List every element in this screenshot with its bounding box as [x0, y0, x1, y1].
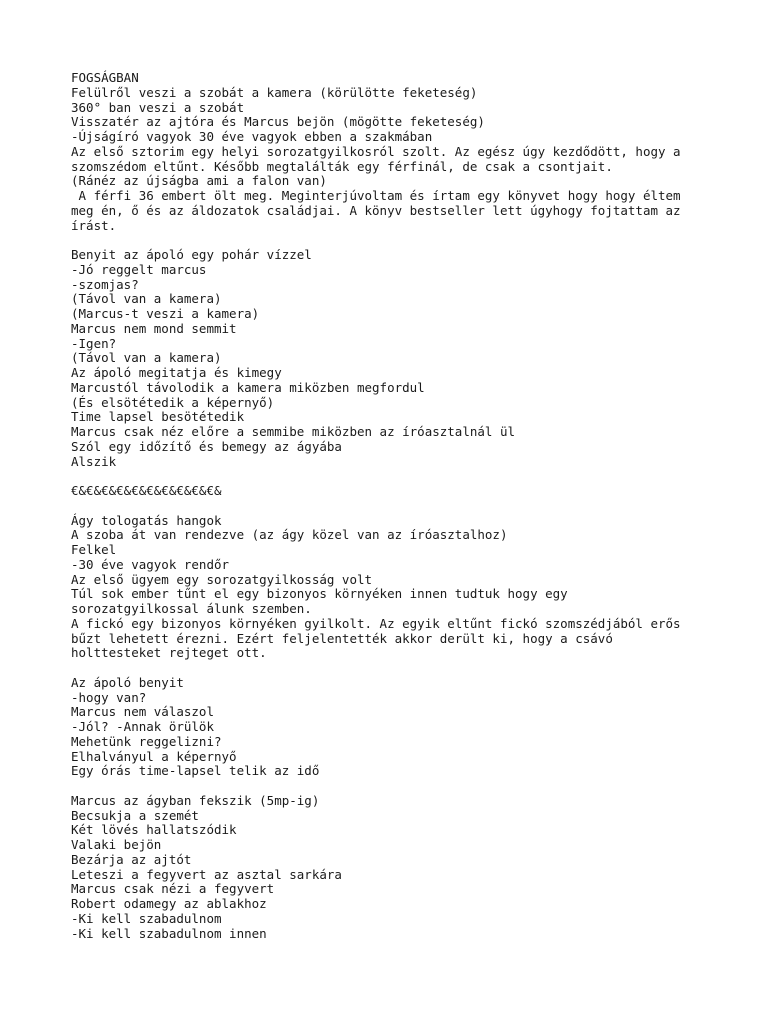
text-line: írást.	[71, 217, 117, 233]
text-line: Becsukja a szemét	[71, 807, 199, 823]
text-line: meg én, ő és az áldozatok családjai. A könyv bestseller lett úgyhogy fojtattam az	[71, 202, 681, 218]
text-line: (És elsötétedik a képernyő)	[71, 394, 275, 410]
text-line: (Ránéz az újságba ami a falon van)	[71, 173, 327, 189]
text-line: -Jó reggelt marcus	[71, 261, 207, 277]
text-line: -Ki kell szabadulnom innen	[71, 925, 267, 941]
text-line: A férfi 36 embert ölt meg. Meginterjúvoltam és írtam egy könyvet hogy hogy éltem	[71, 188, 681, 203]
text-line: Az ápoló megitatja és kimegy	[71, 365, 282, 380]
text-line: Visszatér az ajtóra és Marcus bejön (mögötte feketeség)	[71, 114, 485, 130]
text-line: Túl sok ember tűnt el egy bizonyos környéken innen tudtuk hogy egy	[71, 586, 568, 602]
text-line: szomszédom eltűnt. Később megtalálták egy férfinál, de csak a csontjait.	[71, 158, 613, 174]
text-line: A fickó egy bizonyos környéken gyilkolt. Az egyik eltűnt fickó szomszédjából erős	[71, 615, 681, 631]
text-line: Szól egy időzítő és bemegy az ágyába	[71, 438, 342, 454]
document-title: FOGSÁGBAN	[71, 70, 139, 85]
text-line: €&€&€&€&€&€&€&€&€&€&	[71, 483, 222, 498]
document-page	[71, 71, 731, 941]
text-line: Alszik	[71, 453, 117, 469]
text-line: Marcus csak nézi a fegyvert	[71, 881, 275, 897]
text-line: 360° ban veszi a szobát	[71, 99, 245, 115]
text-line: Marcus az ágyban fekszik (5mp-ig)	[71, 792, 320, 808]
text-line: Az ápoló benyit	[71, 674, 184, 690]
blank-line	[71, 779, 731, 794]
text-line: -hogy van?	[71, 689, 147, 705]
text-line: -Újságíró vagyok 30 éve vagyok ebben a szakmában	[71, 129, 433, 144]
text-line: Leteszi a fegyvert az asztal sarkára	[71, 866, 342, 882]
text-line: Ágy tologatás hangok	[71, 512, 222, 528]
text-line: Marcustól távolodik a kamera miközben megfordul	[71, 379, 425, 395]
text-line: Robert odamegy az ablakhoz	[71, 896, 267, 911]
text-line: -Ki kell szabadulnom	[71, 910, 222, 926]
text-line: Felkel	[71, 542, 117, 557]
blank-line	[71, 233, 731, 248]
text-line: Az első sztorim egy helyi sorozatgyilkosról szolt. Az egész úgy kezdődött, hogy a	[71, 143, 681, 159]
text-line: Az első ügyem egy sorozatgyilkosság volt	[71, 571, 373, 587]
blank-line	[71, 469, 731, 484]
text-line: Felülről veszi a szobát a kamera (körülötte feketeség)	[71, 84, 478, 100]
text-line: -30 éve vagyok rendőr	[71, 556, 230, 572]
text-line: -szomjas?	[71, 276, 139, 292]
text-line: Benyit az ápoló egy pohár vízzel	[71, 247, 312, 262]
text-line: A szoba át van rendezve (az ágy közel van az íróasztalhoz)	[71, 527, 508, 543]
text-line: Time lapsel besötétedik	[71, 409, 245, 425]
text-line: Marcus csak néz előre a semmibe miközben az íróasztalnál ül	[71, 424, 516, 439]
text-line: bűzt lehetett érezni. Ezért feljelentették akkor derült ki, hogy a csávó	[71, 630, 613, 646]
text-line: holttesteket rejteget ott.	[71, 645, 267, 661]
text-line: Valaki bejön	[71, 837, 162, 852]
text-line: -Igen?	[71, 335, 117, 351]
text-line: (Távol van a kamera)	[71, 350, 222, 366]
text-line: -Jól? -Annak örülök	[71, 719, 214, 734]
text-line: Marcus nem mond semmit	[71, 320, 237, 336]
blank-line	[71, 499, 731, 514]
text-line: Mehetünk reggelizni?	[71, 733, 222, 749]
text-line: (Távol van a kamera)	[71, 291, 222, 307]
text-line: sorozatgyilkossal álunk szemben.	[71, 601, 312, 616]
text-line: Egy órás time-lapsel telik az idő	[71, 763, 320, 779]
blank-line	[71, 661, 731, 676]
text-line: Két lövés hallatszódik	[71, 822, 237, 838]
text-line: (Marcus-t veszi a kamera)	[71, 306, 260, 321]
text-line: Marcus nem válaszol	[71, 704, 214, 720]
text-line: Elhalványul a képernyő	[71, 748, 237, 764]
text-line: Bezárja az ajtót	[71, 851, 192, 867]
